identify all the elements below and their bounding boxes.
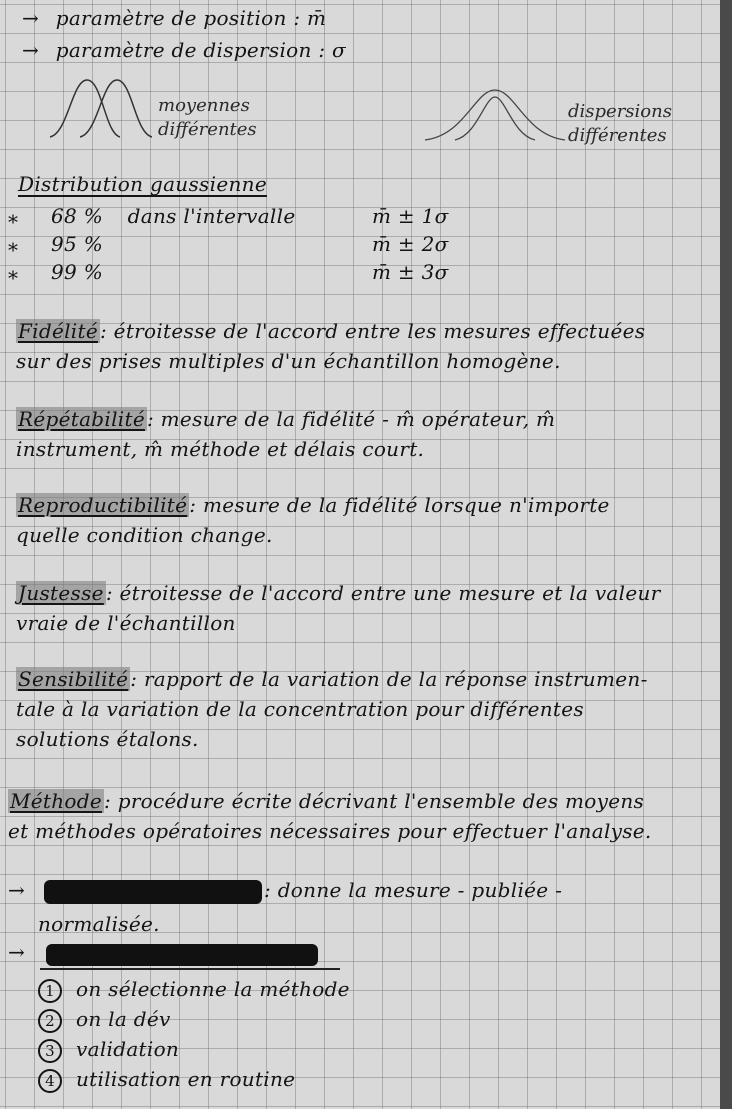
curves-right-label: dispersions différentes: [568, 101, 672, 146]
step-number: 1: [38, 979, 62, 1003]
step-number: 2: [38, 1009, 62, 1033]
list-item: 3 validation: [38, 1034, 350, 1064]
arrow-icon: →: [8, 940, 26, 964]
reference-method-description-cont: normalisée.: [38, 912, 160, 936]
list-item: 2 on la dév: [38, 1004, 350, 1034]
param-dispersion-text: paramètre de dispersion : σ: [55, 38, 346, 62]
term-label: Fidélité: [18, 319, 98, 343]
gauss-formula: m̄ ± 3σ: [372, 260, 449, 284]
dispersion-curves-sketch: [425, 85, 565, 145]
two-means-curves-sketch: [50, 75, 160, 145]
star-bullet-icon: ⁎: [8, 204, 19, 228]
param-position-line: [22, 6, 326, 30]
term-label: Reproductibilité: [18, 493, 188, 517]
term-label: Sensibilité: [18, 667, 129, 691]
gauss-row: ⁎ 68 % dans l'intervalle: [8, 204, 296, 228]
param-position-text: paramètre de position : m̄: [55, 6, 327, 30]
gauss-row: ⁎ 99 %: [8, 260, 103, 284]
param-dispersion-line: [22, 38, 346, 62]
reference-method-description: : donne la mesure - publiée -: [264, 878, 563, 902]
redacted-term: [44, 880, 262, 904]
term-label: Justesse: [18, 581, 104, 605]
definition-sensibilite: Sensibilité : rapport de la variation de la réponse instrumen- tale à la variation de la concentration pour différentes solutions étalons.: [16, 667, 648, 751]
underline-divider: [40, 968, 340, 970]
step-number: 3: [38, 1039, 62, 1063]
star-bullet-icon: ⁎: [8, 260, 19, 284]
gauss-formula: m̄ ± 1σ: [372, 204, 449, 228]
gauss-row: ⁎ 95 %: [8, 232, 103, 256]
list-item: 4 utilisation en routine: [38, 1064, 350, 1094]
term-label: Répétabilité: [18, 407, 145, 431]
arrow-icon: →: [22, 6, 40, 30]
term-label: Méthode: [10, 789, 103, 813]
redacted-term: [46, 944, 318, 966]
definition-justesse: Justesse : étroitesse de l'accord entre une mesure et la valeur vraie de l'échantillon: [16, 581, 661, 635]
gaussienne-title: Distribution gaussienne: [18, 172, 267, 196]
arrow-icon: →: [22, 38, 40, 62]
definition-fidelite: Fidélité : étroitesse de l'accord entre les mesures effectuées sur des prises multiples d'un échantillon homogène.: [16, 319, 646, 373]
step-number: 4: [38, 1069, 62, 1093]
curves-left-label: moyennes différentes: [158, 95, 257, 140]
star-bullet-icon: ⁎: [8, 232, 19, 256]
list-item: 1 on sélectionne la méthode: [38, 974, 350, 1004]
gauss-formula: m̄ ± 2σ: [372, 232, 449, 256]
definition-repetabilite: Répétabilité : mesure de la fidélité - m̂ opérateur, m̂ instrument, m̂ méthode et délais court.: [16, 407, 556, 461]
definition-reproductibilite: Reproductibilité : mesure de la fidélité lorsque n'importe quelle condition change.: [16, 493, 610, 547]
steps-list: [38, 974, 350, 1094]
arrow-icon: →: [8, 878, 26, 902]
definition-methode: Méthode : procédure écrite décrivant l'ensemble des moyens et méthodes opératoires nécessaires pour effectuer l'analyse.: [8, 789, 652, 843]
